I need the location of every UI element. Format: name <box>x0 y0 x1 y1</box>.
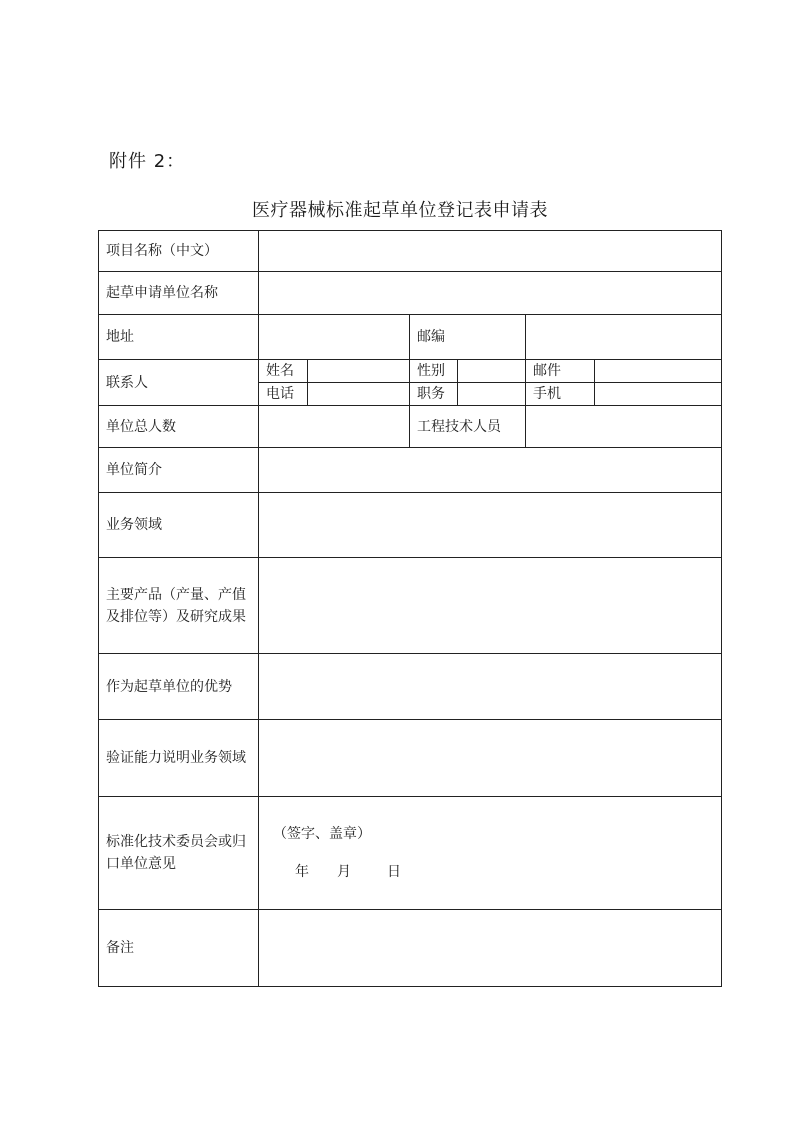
form-title: 医疗器械标准起草单位登记表申请表 <box>252 200 548 221</box>
label-main-products: 主要产品（产量、产值及排位等）及研究成果 <box>99 558 259 654</box>
label-committee-opinion: 标准化技术委员会或归口单位意见 <box>99 797 259 910</box>
field-drafting-unit[interactable] <box>259 272 722 315</box>
date-line <box>273 861 721 883</box>
label-name: 姓名 <box>259 360 308 383</box>
label-engineers: 工程技术人员 <box>410 406 526 448</box>
field-gender[interactable] <box>458 360 526 383</box>
sign-seal-note: （签字、盖章） <box>273 826 371 842</box>
label-project-name: 项目名称（中文） <box>99 231 259 272</box>
label-phone: 电话 <box>259 383 308 406</box>
label-remarks: 备注 <box>99 910 259 987</box>
attachment-label: 附件 2： <box>109 151 186 172</box>
label-total-staff: 单位总人数 <box>99 406 259 448</box>
label-position: 职务 <box>410 383 458 406</box>
field-engineers[interactable] <box>526 406 722 448</box>
label-business-field: 业务领域 <box>99 493 259 558</box>
label-mobile: 手机 <box>526 383 595 406</box>
field-position[interactable] <box>458 383 526 406</box>
label-advantage: 作为起草单位的优势 <box>99 654 259 720</box>
field-name[interactable] <box>308 360 410 383</box>
field-address[interactable] <box>259 315 410 360</box>
label-gender: 性别 <box>410 360 458 383</box>
field-phone[interactable] <box>308 383 410 406</box>
field-postcode[interactable] <box>526 315 722 360</box>
field-verification[interactable] <box>259 720 722 797</box>
field-remarks[interactable] <box>259 910 722 987</box>
label-email: 邮件 <box>526 360 595 383</box>
field-business-field[interactable] <box>259 493 722 558</box>
day-label: 日 <box>387 864 401 880</box>
month-label: 月 <box>337 864 351 880</box>
registration-form-table <box>98 230 722 987</box>
field-intro[interactable] <box>259 448 722 493</box>
field-project-name[interactable] <box>259 231 722 272</box>
field-advantage[interactable] <box>259 654 722 720</box>
label-intro: 单位简介 <box>99 448 259 493</box>
label-contact: 联系人 <box>99 360 259 406</box>
field-mobile[interactable] <box>595 383 722 406</box>
field-total-staff[interactable] <box>259 406 410 448</box>
field-committee-opinion[interactable] <box>259 797 722 910</box>
year-label: 年 <box>295 864 309 880</box>
field-main-products[interactable] <box>259 558 722 654</box>
label-address: 地址 <box>99 315 259 360</box>
field-email[interactable] <box>595 360 722 383</box>
label-verification: 验证能力说明业务领域 <box>99 720 259 797</box>
label-postcode: 邮编 <box>410 315 526 360</box>
label-drafting-unit: 起草申请单位名称 <box>99 272 259 315</box>
